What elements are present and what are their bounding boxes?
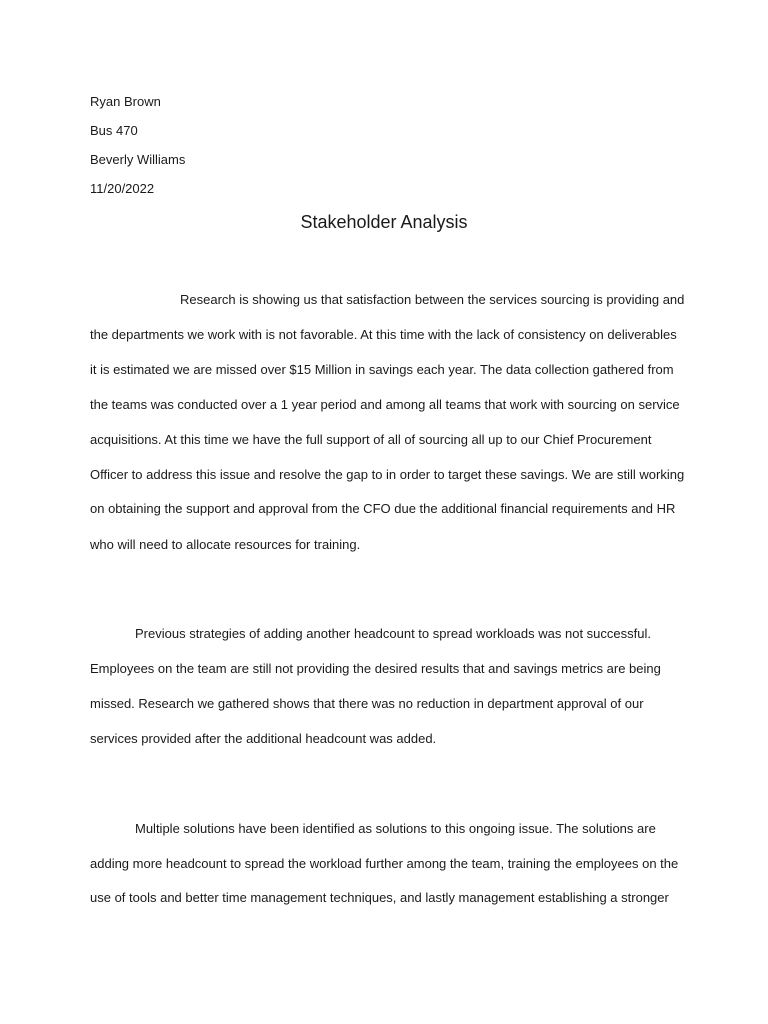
paragraph-1-line-1: Research is showing us that satisfaction between the services sourcing is providing and bbox=[180, 292, 685, 307]
paragraph-1-line-7: on obtaining the support and approval from the CFO due the additional financial requirements and HR bbox=[90, 501, 676, 516]
paragraph-2-line-2: Employees on the team are still not providing the desired results that and savings metrics are being bbox=[90, 661, 661, 676]
paragraph-2-line-4: services provided after the additional headcount was added. bbox=[90, 731, 437, 746]
document-date: 11/20/2022 bbox=[90, 181, 155, 196]
paragraph-2-line-1: Previous strategies of adding another headcount to spread workloads was not successful. bbox=[135, 626, 651, 641]
document-title: Stakeholder Analysis bbox=[300, 212, 468, 232]
paragraph-1-line-2: the departments we work with is not favorable. At this time with the lack of consistency on deliverables bbox=[90, 327, 677, 342]
paragraph-2-line-3: missed. Research we gathered shows that there was no reduction in department approval of our bbox=[90, 696, 644, 711]
paragraph-1-line-3: it is estimated we are missed over $15 Million in savings each year. The data collection gathered from bbox=[90, 362, 674, 377]
instructor-name: Beverly Williams bbox=[90, 152, 186, 167]
author-name: Ryan Brown bbox=[90, 94, 161, 109]
course-name: Bus 470 bbox=[90, 123, 138, 138]
paragraph-1-line-6: Officer to address this issue and resolve the gap to in order to target these savings. We are still working bbox=[90, 467, 685, 482]
paragraph-1-line-5: acquisitions. At this time we have the full support of all of sourcing all up to our Chief Procurement bbox=[90, 432, 652, 447]
paragraph-1-line-4: the teams was conducted over a 1 year period and among all teams that work with sourcing on service bbox=[90, 397, 680, 412]
paragraph-3-line-1: Multiple solutions have been identified as solutions to this ongoing issue. The solutions are bbox=[135, 821, 656, 836]
paragraph-3-line-2: adding more headcount to spread the workload further among the team, training the employees on the bbox=[90, 856, 679, 871]
paragraph-3-line-3: use of tools and better time management techniques, and lastly management establishing a stronger bbox=[90, 890, 669, 905]
paragraph-1-line-8: who will need to allocate resources for training. bbox=[90, 537, 361, 552]
